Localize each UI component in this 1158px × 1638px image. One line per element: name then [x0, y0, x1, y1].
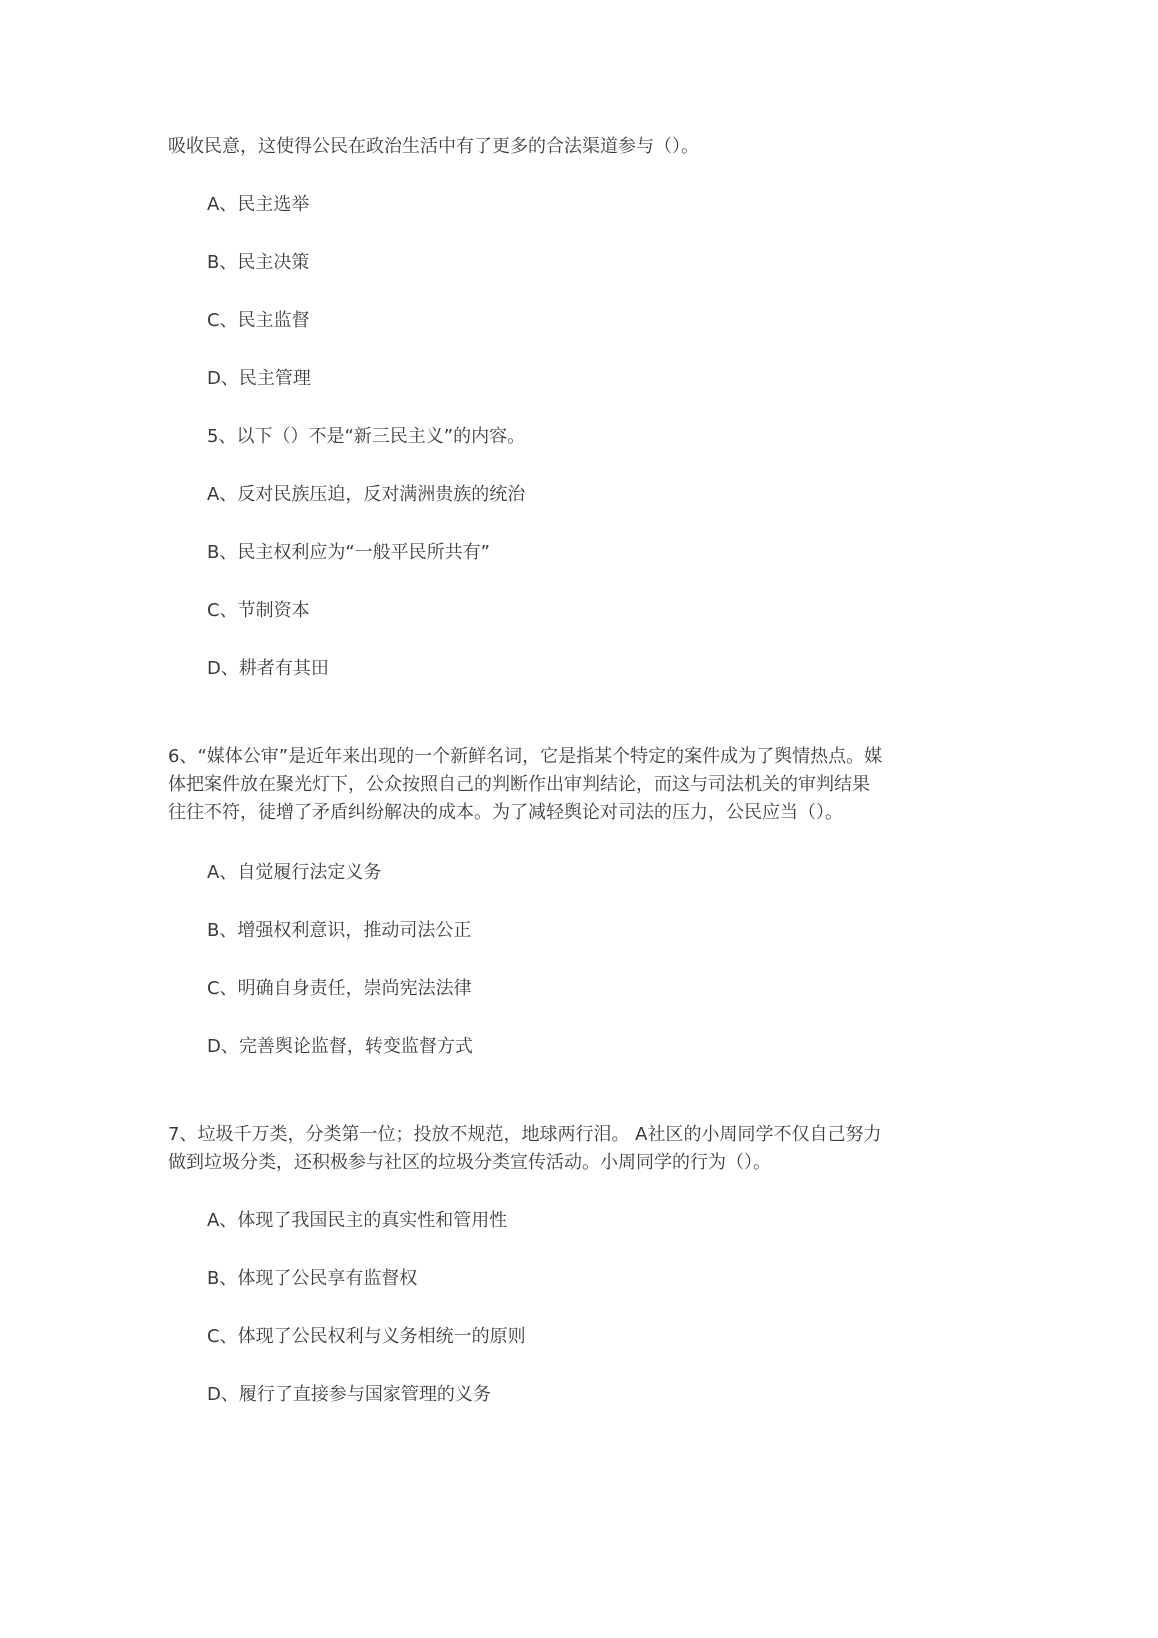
option-b: B、增强权利意识，推动司法公正: [207, 920, 472, 941]
option-c: C、明确自身责任，崇尚宪法法律: [207, 978, 472, 999]
option-d: D、耕者有其田: [207, 658, 329, 679]
option-a: A、反对民族压迫，反对满洲贵族的统治: [207, 484, 526, 505]
question-6-text: 往往不符，徒增了矛盾纠纷解决的成本。为了减轻舆论对司法的压力，公民应当（）。: [168, 802, 843, 823]
option-b: B、体现了公民享有监督权: [207, 1268, 418, 1289]
option-d: D、完善舆论监督，转变监督方式: [207, 1036, 473, 1057]
option-b: B、民主决策: [207, 252, 310, 273]
question-7-text: 7、垃圾千万类，分类第一位；投放不规范，地球两行泪。 A社区的小周同学不仅自己努力: [168, 1124, 882, 1145]
question-7-text: 做到垃圾分类，还积极参与社区的垃圾分类宣传活动。小周同学的行为（）。: [168, 1152, 771, 1173]
question-6-text: 6、“媒体公审”是近年来出现的一个新鲜名词，它是指某个特定的案件成为了舆情热点。媒: [168, 746, 883, 767]
question-6-text: 体把案件放在聚光灯下，公众按照自己的判断作出审判结论，而这与司法机关的审判结果: [168, 774, 870, 795]
question-5-text: 5、以下（）不是“新三民主义”的内容。: [207, 426, 526, 447]
option-d: D、履行了直接参与国家管理的义务: [207, 1384, 491, 1405]
question-4-text: 吸收民意，这使得公民在政治生活中有了更多的合法渠道参与（）。: [168, 136, 699, 157]
option-b: B、民主权利应为“一般平民所共有”: [207, 542, 490, 563]
option-c: C、民主监督: [207, 310, 310, 331]
option-d: D、民主管理: [207, 368, 311, 389]
option-c: C、体现了公民权利与义务相统一的原则: [207, 1326, 526, 1347]
option-a: A、体现了我国民主的真实性和管用性: [207, 1210, 508, 1231]
option-a: A、民主选举: [207, 194, 310, 215]
option-a: A、自觉履行法定义务: [207, 862, 382, 883]
option-c: C、节制资本: [207, 600, 310, 621]
